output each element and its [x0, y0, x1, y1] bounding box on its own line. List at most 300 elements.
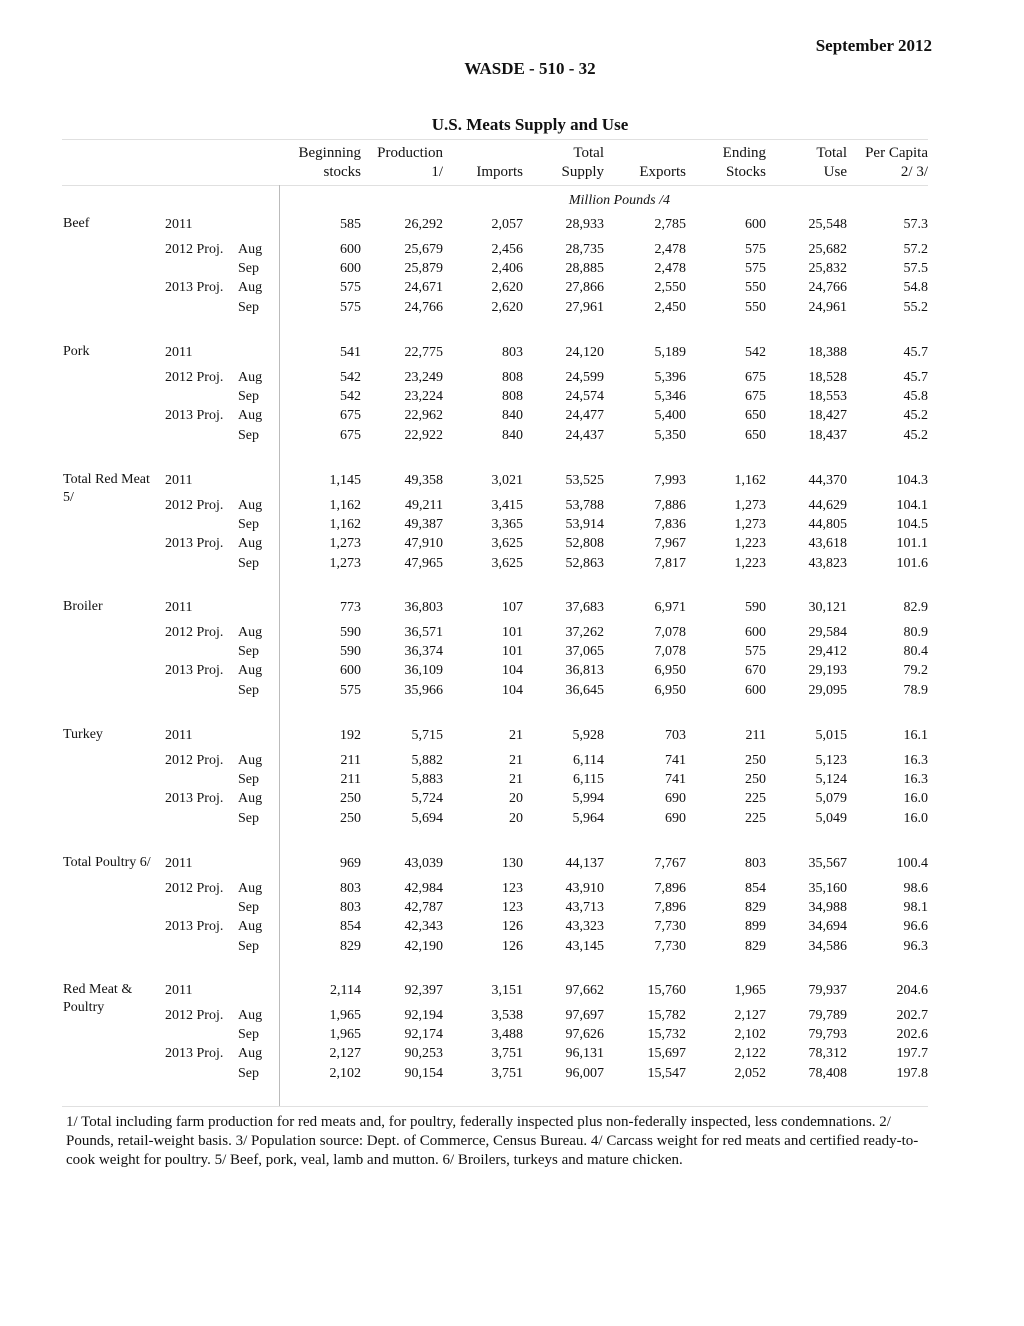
cell-total-supply: 27,961 — [565, 300, 604, 315]
cell-exports: 5,189 — [654, 345, 686, 360]
cell-production: 49,211 — [405, 498, 443, 513]
cell-ending-stocks: 854 — [745, 881, 766, 896]
cell-production: 42,787 — [404, 900, 443, 915]
cell-beginning-stocks: 2,127 — [329, 1046, 361, 1061]
cell-imports: 3,625 — [491, 536, 523, 551]
cell-imports: 3,538 — [491, 1008, 523, 1023]
cell-ending-stocks: 225 — [745, 811, 766, 826]
cell-production: 5,724 — [411, 791, 443, 806]
cell-production: 22,775 — [404, 345, 443, 360]
cell-imports: 840 — [502, 408, 523, 423]
cell-total-supply: 43,910 — [565, 881, 604, 896]
cell-ending-stocks: 590 — [745, 600, 766, 615]
cell-total-supply: 5,964 — [572, 811, 604, 826]
cell-imports: 126 — [502, 939, 523, 954]
cell-per-capita: 16.0 — [903, 811, 928, 826]
cell-ending-stocks: 250 — [745, 772, 766, 787]
cell-imports: 3,021 — [491, 473, 523, 488]
group-label: Total Poultry 6/ — [63, 855, 151, 870]
row-month: Aug — [238, 753, 263, 768]
row-year: 2013 Proj. — [165, 408, 224, 423]
cell-imports: 20 — [509, 811, 523, 826]
cell-exports: 5,346 — [654, 389, 686, 404]
cell-imports: 3,365 — [491, 517, 523, 532]
cell-total-supply: 28,933 — [565, 217, 604, 232]
cell-per-capita: 57.2 — [903, 242, 928, 257]
units-label: Million Pounds /4 — [568, 193, 670, 208]
cell-total-supply: 53,914 — [565, 517, 604, 532]
cell-beginning-stocks: 1,965 — [329, 1008, 361, 1023]
cell-per-capita: 96.3 — [903, 939, 928, 954]
rule-bottom — [62, 1106, 928, 1107]
cell-ending-stocks: 1,162 — [734, 473, 766, 488]
table-title: U.S. Meats Supply and Use — [431, 115, 629, 134]
cell-imports: 101 — [502, 644, 523, 659]
row-month: Sep — [238, 811, 259, 826]
report-date: September 2012 — [815, 36, 932, 55]
cell-total-supply: 24,574 — [565, 389, 604, 404]
cell-total-use: 34,694 — [808, 919, 847, 934]
cell-beginning-stocks: 1,965 — [329, 1027, 361, 1042]
cell-per-capita: 16.3 — [903, 772, 928, 787]
group-label: Red Meat & Poultry — [63, 982, 133, 1015]
cell-total-supply: 24,599 — [565, 370, 604, 385]
cell-total-use: 25,682 — [808, 242, 847, 257]
row-year: 2012 Proj. — [165, 753, 224, 768]
cell-beginning-stocks: 829 — [340, 939, 361, 954]
cell-production: 42,343 — [404, 919, 443, 934]
cell-ending-stocks: 2,122 — [734, 1046, 766, 1061]
cell-exports: 7,896 — [654, 900, 686, 915]
cell-total-use: 44,805 — [808, 517, 847, 532]
cell-exports: 5,400 — [654, 408, 686, 423]
cell-per-capita: 16.0 — [903, 791, 928, 806]
col-header-beginning-stocks: stocks — [323, 164, 361, 180]
cell-exports: 6,950 — [654, 663, 686, 678]
row-month: Sep — [238, 772, 259, 787]
cell-total-use: 25,548 — [808, 217, 847, 232]
cell-beginning-stocks: 1,145 — [329, 473, 361, 488]
cell-total-use: 44,370 — [808, 473, 847, 488]
row-month: Sep — [238, 939, 259, 954]
cell-total-supply: 52,863 — [565, 556, 604, 571]
cell-imports: 2,057 — [491, 217, 523, 232]
cell-beginning-stocks: 575 — [340, 683, 361, 698]
cell-imports: 20 — [509, 791, 523, 806]
cell-exports: 7,817 — [654, 556, 686, 571]
cell-production: 92,174 — [404, 1027, 443, 1042]
cell-total-supply: 28,885 — [565, 261, 604, 276]
col-header-production: Production — [377, 145, 443, 161]
cell-per-capita: 104.3 — [896, 473, 928, 488]
cell-exports: 7,886 — [654, 498, 686, 513]
cell-per-capita: 204.6 — [896, 983, 928, 998]
cell-ending-stocks: 1,223 — [734, 536, 766, 551]
cell-ending-stocks: 1,273 — [734, 498, 766, 513]
cell-production: 43,039 — [404, 856, 443, 871]
cell-imports: 3,151 — [491, 983, 523, 998]
cell-production: 90,154 — [404, 1066, 443, 1081]
cell-ending-stocks: 1,273 — [734, 517, 766, 532]
cell-imports: 808 — [502, 370, 523, 385]
rule-top — [62, 139, 928, 140]
cell-beginning-stocks: 250 — [340, 811, 361, 826]
cell-production: 36,109 — [404, 663, 443, 678]
cell-total-use: 79,789 — [808, 1008, 847, 1023]
cell-beginning-stocks: 541 — [340, 345, 361, 360]
cell-beginning-stocks: 2,102 — [329, 1066, 361, 1081]
cell-per-capita: 100.4 — [896, 856, 928, 871]
cell-beginning-stocks: 773 — [340, 600, 361, 615]
cell-total-use: 24,766 — [808, 280, 847, 295]
cell-total-use: 35,160 — [808, 881, 847, 896]
cell-beginning-stocks: 211 — [340, 772, 361, 787]
cell-per-capita: 45.8 — [903, 389, 928, 404]
cell-ending-stocks: 225 — [745, 791, 766, 806]
cell-imports: 130 — [502, 856, 523, 871]
cell-imports: 104 — [502, 683, 523, 698]
cell-exports: 7,730 — [654, 939, 686, 954]
cell-beginning-stocks: 803 — [340, 900, 361, 915]
cell-exports: 15,547 — [647, 1066, 686, 1081]
cell-exports: 5,396 — [654, 370, 686, 385]
cell-exports: 6,971 — [654, 600, 686, 615]
row-month: Aug — [238, 663, 263, 678]
cell-total-supply: 6,115 — [573, 772, 604, 787]
cell-exports: 15,732 — [647, 1027, 686, 1042]
cell-total-use: 5,124 — [815, 772, 847, 787]
cell-total-supply: 6,114 — [573, 753, 604, 768]
cell-total-use: 5,079 — [815, 791, 847, 806]
cell-ending-stocks: 899 — [745, 919, 766, 934]
cell-production: 24,766 — [404, 300, 443, 315]
cell-production: 49,387 — [404, 517, 443, 532]
cell-per-capita: 79.2 — [903, 663, 928, 678]
cell-imports: 803 — [502, 345, 523, 360]
cell-per-capita: 80.4 — [903, 644, 928, 659]
cell-imports: 2,456 — [491, 242, 523, 257]
cell-exports: 7,078 — [654, 644, 686, 659]
cell-beginning-stocks: 969 — [340, 856, 361, 871]
cell-ending-stocks: 600 — [745, 683, 766, 698]
cell-ending-stocks: 2,127 — [734, 1008, 766, 1023]
cell-production: 25,679 — [404, 242, 443, 257]
cell-ending-stocks: 600 — [745, 217, 766, 232]
cell-per-capita: 57.5 — [903, 261, 928, 276]
cell-ending-stocks: 575 — [745, 644, 766, 659]
cell-production: 23,249 — [404, 370, 443, 385]
cell-imports: 808 — [502, 389, 523, 404]
group-label: Total Red Meat 5/ — [63, 472, 150, 505]
cell-total-use: 34,988 — [808, 900, 847, 915]
cell-per-capita: 57.3 — [903, 217, 928, 232]
cell-total-use: 43,618 — [808, 536, 847, 551]
cell-beginning-stocks: 675 — [340, 408, 361, 423]
cell-per-capita: 96.6 — [903, 919, 928, 934]
cell-ending-stocks: 803 — [745, 856, 766, 871]
cell-imports: 3,625 — [491, 556, 523, 571]
col-header-ending-stocks: Stocks — [725, 164, 766, 180]
cell-production: 24,671 — [404, 280, 443, 295]
cell-total-supply: 52,808 — [565, 536, 604, 551]
cell-imports: 21 — [509, 728, 523, 743]
row-month: Aug — [238, 242, 263, 257]
cell-per-capita: 45.7 — [903, 370, 928, 385]
row-month: Aug — [238, 791, 263, 806]
cell-ending-stocks: 250 — [745, 753, 766, 768]
cell-beginning-stocks: 585 — [340, 217, 361, 232]
cell-exports: 7,967 — [654, 536, 686, 551]
cell-production: 36,374 — [404, 644, 443, 659]
row-year: 2012 Proj. — [165, 1008, 224, 1023]
cell-imports: 107 — [502, 600, 523, 615]
cell-per-capita: 202.6 — [896, 1027, 928, 1042]
cell-total-use: 18,437 — [808, 428, 847, 443]
row-month: Aug — [238, 1046, 263, 1061]
cell-ending-stocks: 542 — [745, 345, 766, 360]
col-header-total-use: Use — [823, 164, 847, 180]
row-month: Sep — [238, 683, 259, 698]
cell-exports: 15,782 — [647, 1008, 686, 1023]
cell-total-use: 78,312 — [808, 1046, 847, 1061]
row-month: Sep — [238, 428, 259, 443]
cell-total-supply: 97,697 — [565, 1008, 604, 1023]
cell-total-use: 25,832 — [808, 261, 847, 276]
cell-production: 49,358 — [404, 473, 443, 488]
cell-total-use: 79,937 — [808, 983, 847, 998]
cell-exports: 15,760 — [647, 983, 686, 998]
cell-exports: 2,478 — [654, 242, 686, 257]
row-year: 2013 Proj. — [165, 791, 224, 806]
col-header-production: 1/ — [431, 164, 443, 180]
row-year: 2013 Proj. — [165, 536, 224, 551]
cell-beginning-stocks: 803 — [340, 881, 361, 896]
cell-per-capita: 197.7 — [896, 1046, 928, 1061]
cell-exports: 741 — [665, 772, 686, 787]
cell-beginning-stocks: 542 — [340, 389, 361, 404]
cell-ending-stocks: 211 — [745, 728, 766, 743]
cell-total-supply: 96,131 — [565, 1046, 604, 1061]
cell-imports: 2,406 — [491, 261, 523, 276]
row-month: Sep — [238, 900, 259, 915]
group-label: Beef — [63, 216, 90, 231]
cell-production: 42,190 — [404, 939, 443, 954]
cell-ending-stocks: 550 — [745, 300, 766, 315]
cell-total-supply: 37,683 — [565, 600, 604, 615]
cell-per-capita: 202.7 — [896, 1008, 928, 1023]
cell-per-capita: 101.1 — [896, 536, 928, 551]
cell-per-capita: 98.1 — [903, 900, 928, 915]
cell-imports: 2,620 — [491, 280, 523, 295]
cell-beginning-stocks: 542 — [340, 370, 361, 385]
cell-total-use: 29,095 — [808, 683, 847, 698]
cell-production: 5,694 — [411, 811, 443, 826]
cell-total-supply: 37,065 — [565, 644, 604, 659]
cell-total-supply: 53,788 — [565, 498, 604, 513]
cell-ending-stocks: 600 — [745, 625, 766, 640]
cell-beginning-stocks: 600 — [340, 261, 361, 276]
cell-production: 5,715 — [411, 728, 443, 743]
row-year: 2013 Proj. — [165, 663, 224, 678]
cell-beginning-stocks: 854 — [340, 919, 361, 934]
cell-exports: 15,697 — [647, 1046, 686, 1061]
cell-total-supply: 24,477 — [565, 408, 604, 423]
group-label: Pork — [63, 344, 90, 359]
cell-total-use: 5,015 — [815, 728, 847, 743]
row-month: Sep — [238, 261, 259, 276]
col-header-exports: Exports — [639, 164, 686, 180]
cell-total-supply: 5,994 — [572, 791, 604, 806]
cell-production: 47,965 — [404, 556, 443, 571]
cell-total-supply: 96,007 — [565, 1066, 604, 1081]
cell-total-supply: 36,813 — [565, 663, 604, 678]
cell-total-supply: 44,137 — [565, 856, 604, 871]
col-header-total-supply: Total — [573, 145, 604, 161]
cell-total-use: 18,528 — [808, 370, 847, 385]
cell-beginning-stocks: 600 — [340, 663, 361, 678]
cell-production: 22,962 — [404, 408, 443, 423]
row-month: Aug — [238, 881, 263, 896]
cell-ending-stocks: 550 — [745, 280, 766, 295]
report-id: WASDE - 510 - 32 — [464, 59, 596, 78]
cell-imports: 3,751 — [491, 1046, 523, 1061]
row-year: 2011 — [165, 473, 193, 488]
col-header-total-supply: Supply — [561, 164, 604, 180]
cell-exports: 5,350 — [654, 428, 686, 443]
cell-total-supply: 43,145 — [565, 939, 604, 954]
footnote: 1/ Total including farm production for red meats and, for poultry, federally inspected plus non-federally inspected, less condemnations. 2/ Pounds, retail-weight basis. 3/ Population source: Dept. of Commerce, Census Bureau. 4/ Carcass weight for red meats and certified ready-to-cook weight for poultry. 5/ Beef, pork, veal, lamb and mutton. 6/ Broilers, turkeys and mature chicken. — [66, 1114, 919, 1168]
cell-total-supply: 36,645 — [565, 683, 604, 698]
cell-total-use: 79,793 — [808, 1027, 847, 1042]
cell-imports: 840 — [502, 428, 523, 443]
cell-beginning-stocks: 590 — [340, 625, 361, 640]
row-month: Aug — [238, 280, 263, 295]
cell-beginning-stocks: 1,273 — [329, 536, 361, 551]
cell-ending-stocks: 829 — [745, 939, 766, 954]
row-year: 2012 Proj. — [165, 242, 224, 257]
cell-exports: 703 — [665, 728, 686, 743]
row-month: Aug — [238, 919, 263, 934]
cell-per-capita: 98.6 — [903, 881, 928, 896]
cell-beginning-stocks: 1,162 — [329, 498, 361, 513]
cell-exports: 690 — [665, 811, 686, 826]
row-year: 2011 — [165, 345, 193, 360]
cell-production: 42,984 — [404, 881, 443, 896]
cell-total-supply: 28,735 — [565, 242, 604, 257]
cell-per-capita: 45.2 — [903, 408, 928, 423]
cell-imports: 3,751 — [491, 1066, 523, 1081]
cell-imports: 21 — [509, 753, 523, 768]
cell-production: 36,571 — [404, 625, 443, 640]
cell-ending-stocks: 670 — [745, 663, 766, 678]
row-year: 2013 Proj. — [165, 280, 224, 295]
row-year: 2011 — [165, 983, 193, 998]
cell-total-use: 35,567 — [808, 856, 847, 871]
cell-production: 92,194 — [404, 1008, 443, 1023]
cell-ending-stocks: 1,965 — [734, 983, 766, 998]
cell-total-supply: 24,120 — [565, 345, 604, 360]
cell-imports: 3,488 — [491, 1027, 523, 1042]
cell-imports: 123 — [502, 881, 523, 896]
cell-total-supply: 37,262 — [565, 625, 604, 640]
row-month: Aug — [238, 625, 263, 640]
cell-beginning-stocks: 590 — [340, 644, 361, 659]
cell-total-supply: 97,662 — [565, 983, 604, 998]
cell-total-use: 34,586 — [808, 939, 847, 954]
row-month: Sep — [238, 517, 259, 532]
cell-ending-stocks: 575 — [745, 242, 766, 257]
row-month: Sep — [238, 556, 259, 571]
cell-ending-stocks: 650 — [745, 428, 766, 443]
cell-production: 5,883 — [411, 772, 443, 787]
row-month: Aug — [238, 536, 263, 551]
cell-beginning-stocks: 1,273 — [329, 556, 361, 571]
cell-beginning-stocks: 1,162 — [329, 517, 361, 532]
row-month: Sep — [238, 300, 259, 315]
cell-exports: 741 — [665, 753, 686, 768]
row-year: 2013 Proj. — [165, 1046, 224, 1061]
cell-per-capita: 78.9 — [903, 683, 928, 698]
cell-imports: 2,620 — [491, 300, 523, 315]
cell-total-use: 18,553 — [808, 389, 847, 404]
row-year: 2012 Proj. — [165, 370, 224, 385]
cell-ending-stocks: 675 — [745, 370, 766, 385]
cell-ending-stocks: 675 — [745, 389, 766, 404]
cell-beginning-stocks: 211 — [340, 753, 361, 768]
col-header-total-use: Total — [816, 145, 847, 161]
cell-production: 22,922 — [404, 428, 443, 443]
cell-per-capita: 45.7 — [903, 345, 928, 360]
cell-imports: 21 — [509, 772, 523, 787]
cell-production: 5,882 — [411, 753, 443, 768]
cell-exports: 7,896 — [654, 881, 686, 896]
cell-ending-stocks: 2,102 — [734, 1027, 766, 1042]
cell-total-supply: 24,437 — [565, 428, 604, 443]
cell-per-capita: 45.2 — [903, 428, 928, 443]
cell-total-use: 29,412 — [808, 644, 847, 659]
cell-per-capita: 80.9 — [903, 625, 928, 640]
cell-total-use: 44,629 — [808, 498, 847, 513]
col-header-ending-stocks: Ending — [722, 145, 766, 161]
rule-vertical — [279, 185, 280, 1106]
row-month: Aug — [238, 370, 263, 385]
row-year: 2011 — [165, 600, 193, 615]
cell-exports: 2,550 — [654, 280, 686, 295]
cell-total-use: 43,823 — [808, 556, 847, 571]
cell-per-capita: 104.1 — [896, 498, 928, 513]
cell-exports: 690 — [665, 791, 686, 806]
row-year: 2012 Proj. — [165, 498, 224, 513]
cell-per-capita: 197.8 — [896, 1066, 928, 1081]
row-month: Sep — [238, 389, 259, 404]
cell-per-capita: 16.1 — [903, 728, 928, 743]
cell-production: 36,803 — [404, 600, 443, 615]
row-year: 2011 — [165, 728, 193, 743]
cell-total-use: 18,427 — [808, 408, 847, 423]
row-year: 2012 Proj. — [165, 625, 224, 640]
cell-beginning-stocks: 600 — [340, 242, 361, 257]
cell-ending-stocks: 829 — [745, 900, 766, 915]
col-header-per-capita: Per Capita — [865, 145, 928, 161]
cell-production: 25,879 — [404, 261, 443, 276]
cell-total-use: 18,388 — [808, 345, 847, 360]
cell-total-supply: 43,713 — [565, 900, 604, 915]
cell-total-supply: 97,626 — [565, 1027, 604, 1042]
cell-total-use: 29,193 — [808, 663, 847, 678]
cell-total-use: 24,961 — [808, 300, 847, 315]
cell-per-capita: 54.8 — [903, 280, 928, 295]
cell-production: 92,397 — [404, 983, 443, 998]
